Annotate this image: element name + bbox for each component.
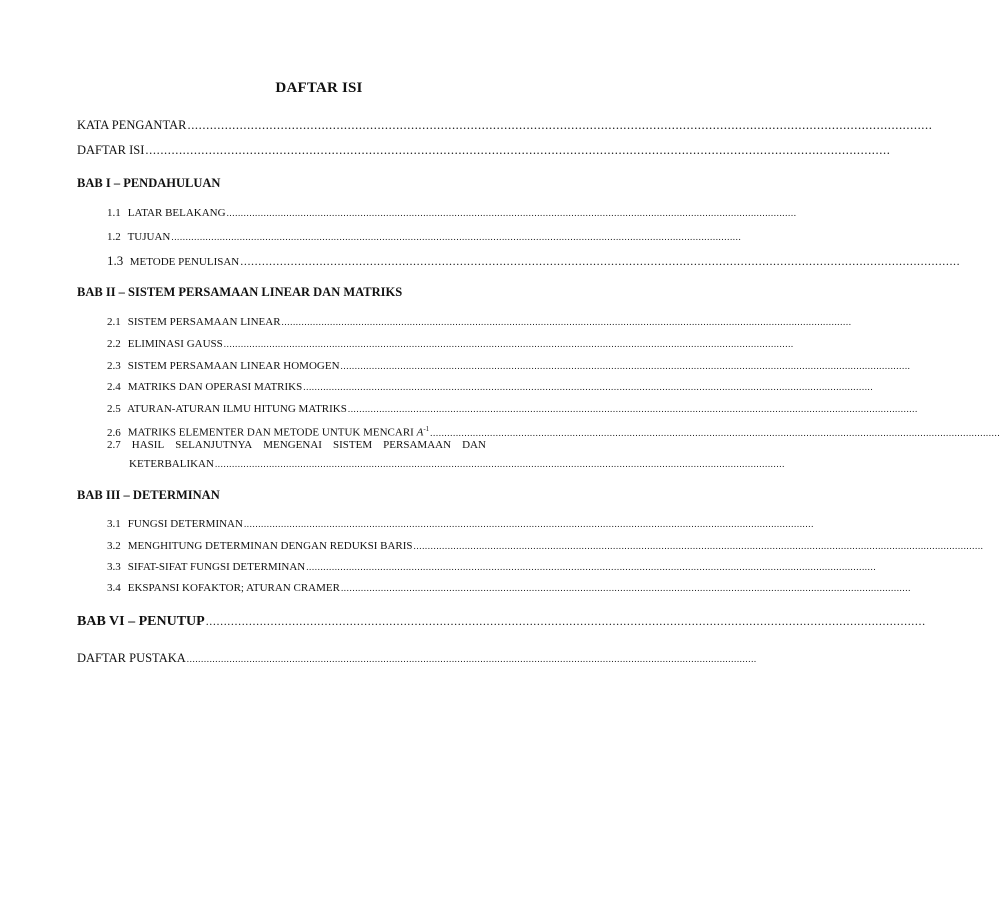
toc-entry-2-7-line-2[interactable] [129,458,785,470]
entry-word: MENGENAI [263,439,322,451]
toc-entry-2-5[interactable] [107,403,918,415]
toc-entry-label [107,540,413,552]
section-number: 2.3 [107,360,121,372]
toc-entry-label: KETERBALIKAN [129,458,214,470]
toc-entry-1-2[interactable] [107,231,742,243]
dot-leader: ........................................................................................................................................................................................................ [223,339,794,349]
entry-word: DAN [462,439,486,451]
section-number: 2.2 [107,338,121,350]
section-number: 2.6 [107,426,121,439]
toc-entry-kata-pengantar[interactable] [77,118,933,133]
section-number: 2.5 [107,403,121,415]
dot-leader: ........................................................................................................................................................................................................ [306,562,877,572]
toc-entry-label [107,561,305,573]
entry-word: HASIL [131,439,165,451]
chapter-heading-bab-3[interactable]: BAB III – DETERMINAN [77,488,220,502]
entry-word: SELANJUTNYA [175,439,253,451]
section-title: LATAR BELAKANG [127,207,226,219]
toc-entry-label [107,403,347,415]
section-number: 2.4 [107,381,121,393]
section-title: TUJUAN [127,231,171,243]
section-number: 3.4 [107,582,121,594]
dot-leader: ........................................................................................................................................................................................................ [240,254,961,268]
section-number: 1.2 [107,231,121,243]
dot-leader: ........................................................................................................................................................................................................ [145,143,891,157]
dot-leader: ........................................................................................................................................................................................................ [303,382,874,392]
toc-entry-3-1[interactable] [107,518,814,530]
section-title: MATRIKS ELEMENTER DAN METODE UNTUK MENCARI [127,426,414,439]
toc-entry-3-2[interactable] [107,540,984,552]
dot-leader: ........................................................................................................................................................................................................ [171,232,742,242]
chapter-heading-bab-2[interactable]: BAB II – SISTEM PERSAMAAN LINEAR DAN MATRIKS [77,285,403,299]
section-title: ATURAN-ATURAN ILMU HITUNG MATRIKS [127,403,347,415]
toc-entry-label [107,425,429,439]
section-number: 3.3 [107,561,121,573]
section-number: 1.3 [107,253,124,268]
toc-entry-label: DAFTAR PUSTAKA [77,651,186,665]
section-title: EKSPANSI KOFAKTOR; ATURAN CRAMER [127,582,340,594]
section-title: SISTEM PERSAMAAN LINEAR HOMOGEN [127,360,340,372]
section-title: SIFAT-SIFAT FUNGSI DETERMINAN [127,561,306,573]
page-title: DAFTAR ISI [275,80,363,96]
section-title: MATRIKS DAN OPERASI MATRIKS [127,381,303,393]
dot-leader: ........................................................................................................................................................................................................ [413,541,984,551]
chapter-heading-bab-6: BAB VI – PENUTUP [77,614,205,629]
section-number: 2.7 [107,439,121,451]
dot-leader: ........................................................................................................................................................................................................ [347,404,918,414]
toc-entry-2-7-line-1[interactable] [107,439,486,451]
dot-leader: ........................................................................................................................................................................................................ [340,361,911,371]
toc-entry-label: KATA PENGANTAR [77,118,187,132]
dot-leader: ........................................................................................................................................................................................................ [226,208,797,218]
section-number: 3.2 [107,540,121,552]
dot-leader: ........................................................................................................................................................................................................ [243,519,814,529]
dot-leader: ........................................................................................................................................................................................................ [430,427,1000,438]
section-title: METODE PENULISAN [129,256,240,268]
dot-leader: ........................................................................................................................................................................................................ [281,317,852,327]
toc-entry-label [107,207,226,219]
toc-entry-label [107,518,243,530]
toc-entry-1-1[interactable] [107,207,797,219]
toc-entry-1-3[interactable] [107,253,961,269]
entry-word: SISTEM [333,439,373,451]
toc-entry-2-3[interactable] [107,360,911,372]
matrix-symbol: A [416,426,424,439]
toc-entry-2-6[interactable] [107,425,1000,439]
toc-entry-label [107,360,340,372]
toc-entry-2-2[interactable] [107,338,794,350]
dot-leader: ........................................................................................................................................................................................................ [205,614,926,628]
toc-entry-label: DAFTAR ISI [77,143,145,157]
toc-entry-3-4[interactable] [107,582,911,594]
section-title: MENGHITUNG DETERMINAN DENGAN REDUKSI BARIS [127,540,413,552]
dot-leader: ........................................................................................................................................................................................................ [186,654,757,664]
dot-leader: ........................................................................................................................................................................................................ [187,118,933,132]
toc-entry-daftar-isi[interactable] [77,143,891,158]
section-title: ELIMINASI GAUSS [127,338,223,350]
toc-entry-bab-6[interactable] [77,614,926,630]
section-title: FUNGSI DETERMINAN [127,518,243,530]
section-title: SISTEM PERSAMAAN LINEAR [127,316,281,328]
chapter-heading-bab-1[interactable]: BAB I – PENDAHULUAN [77,176,221,190]
inverse-superscript: -1 [423,425,430,433]
toc-entry-label [107,316,281,328]
entry-word: PERSAMAAN [383,439,452,451]
toc-entry-label [107,338,223,350]
dot-leader: ........................................................................................................................................................................................................ [340,583,911,593]
toc-entry-3-3[interactable] [107,561,877,573]
toc-entry-label [107,381,302,393]
section-number: 3.1 [107,518,121,530]
toc-entry-daftar-pustaka[interactable] [77,651,757,666]
toc-entry-label [107,582,340,594]
toc-entry-label [107,253,239,269]
section-number: 1.1 [107,207,121,219]
section-number: 2.1 [107,316,121,328]
dot-leader: ........................................................................................................................................................................................................ [214,459,785,469]
toc-entry-2-1[interactable] [107,316,852,328]
toc-entry-label [107,231,170,243]
toc-entry-2-4[interactable] [107,381,874,393]
